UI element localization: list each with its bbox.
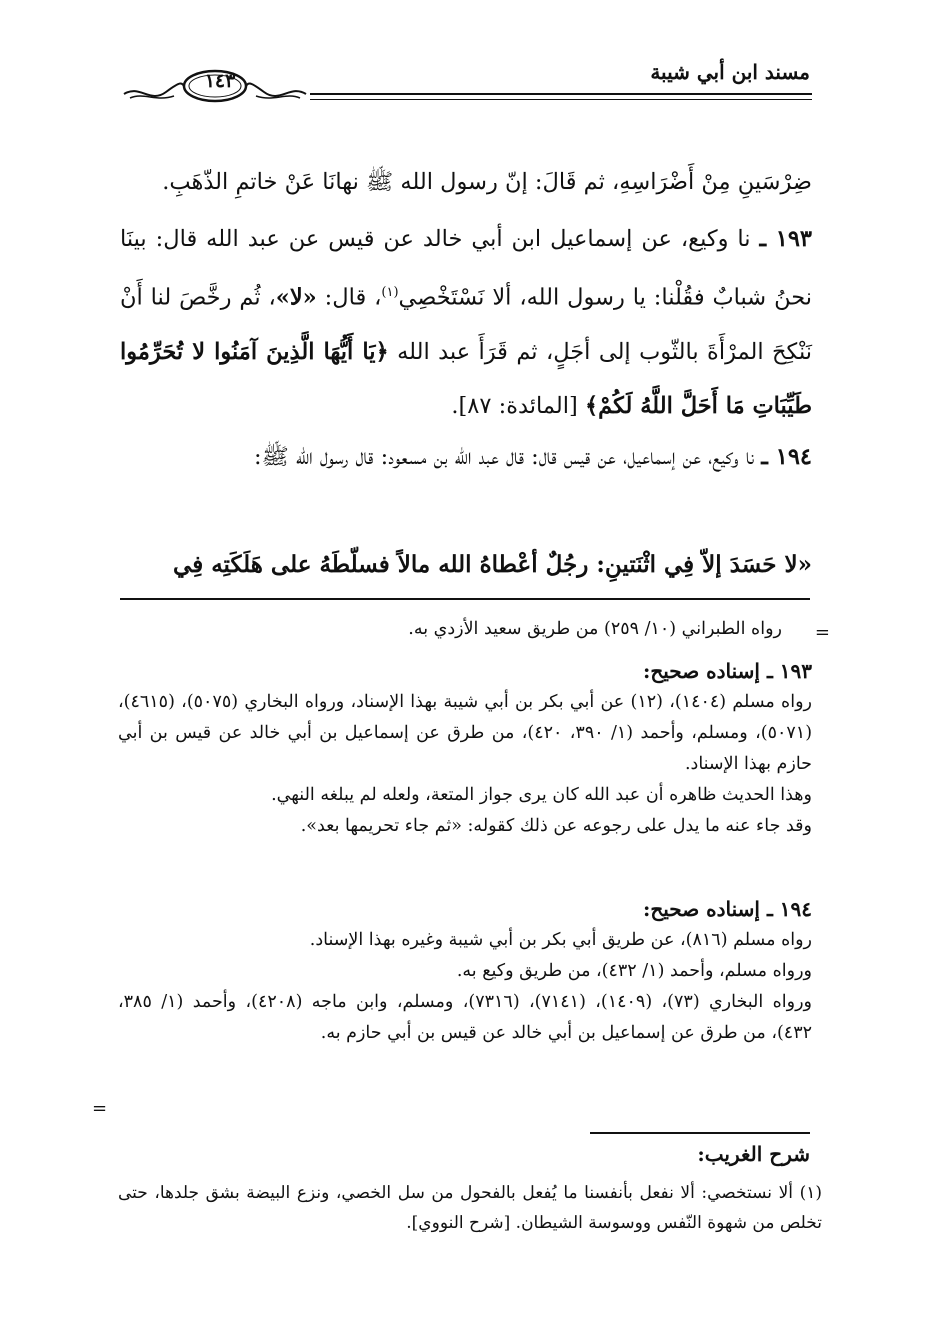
footnote-ref[interactable]: (١)	[381, 285, 399, 300]
gloss-note: (١) ألا نستخصي: ألا نفعل بأنفسنا ما يُفعل بالفحول من سل الخصي، ونزع البيضة بشق جلدها، حتى تخلص من شهوة النّفس ووسوسة الشيطان. [شرح النووي].	[118, 1183, 822, 1233]
hadith-quote: «لا»	[275, 284, 317, 311]
note-line: وهذا الحديث ظاهره أن عبد الله كان يرى جواز المتعة، ولعله لم يبلغه النهي.	[271, 785, 812, 805]
hadith-194-quote: «لا حَسَدَ إلاّ فِي اثْنَتينِ: رجُلٌ أعْطاهُ الله مالاً فسلّطَهُ على هَلَكَتِه فِي	[173, 551, 812, 578]
hadith-text: ، قال:	[324, 284, 382, 311]
page-number: ١٤٣	[204, 70, 236, 92]
footnote-divider	[120, 598, 810, 600]
note-heading: ١٩٤ ـ إسناده صحيح:	[642, 897, 812, 921]
running-title: مسند ابن أبي شيبة	[650, 60, 810, 84]
note-intro: رواه الطبراني (١٠/ ٢٥٩) من طريق سعيد الأزدي به.	[408, 619, 782, 639]
note-line: رواه مسلم (٨١٦)، عن طريق أبي بكر بن أبي شيبة وغيره بهذا الإسناد.	[309, 930, 812, 950]
quran-verse: ﴿يَا أَيُّهَا الَّذِينَ آمَنُوا لا تُحَرِّمُوا طَيِّبَاتِ مَا أَحَلَّ اللَّهُ لَكُمْ﴾	[120, 338, 812, 419]
verse-citation: [المائدة: ٨٧].	[451, 392, 578, 419]
note-line: ورواه البخاري (٧٣)، (١٤٠٩)، (٧١٤١)، (٧٣١٦)، ومسلم، وابن ماجه (٤٢٠٨)، وأحمد (١/ ٣٨٥، ٤٣٢)، من طرق عن إسماعيل بن أبي خالد عن قيس بن أبي حازم به.	[118, 992, 812, 1043]
continuation-line: ضِرْسَينِ مِنْ أَضْرَاسِهِ، ثم قَالَ: إنّ رسول الله ﷺ نهانَا عَنْ خاتمِ الذّهَبِ.	[162, 169, 812, 195]
note-heading: ١٩٣ ـ إسناده صحيح:	[642, 659, 812, 683]
note-line: ورواه مسلم، وأحمد (١/ ٤٣٢)، من طريق وكيع به.	[456, 961, 812, 981]
hadith-text: ، ثُم رخَّصَ لنا أَنْ نَنْكِحَ المرْأَةَ بالثّوب إلى أجَلٍ، ثم قَرَأَ عبد الله	[120, 284, 813, 365]
gloss-heading: شرح الغريب:	[697, 1142, 810, 1166]
note-line: رواه مسلم (١٤٠٤)، (١٢) عن أبي بكر بن أبي شيبة بهذا الإسناد، ورواه البخاري (٥٠٧٥)، (٤٦١٥)، (٥٠٧١)، ومسلم، وأحمد (١/ ٣٩٠، ٤٢٠)، من طرق عن إسماعيل بن أبي خالد عن قيس بن أبي حازم بهذا الإسناد.	[118, 692, 813, 774]
note-193	[118, 656, 812, 842]
continuation-marker: =	[814, 622, 830, 643]
gloss-divider	[590, 1132, 810, 1134]
hadith-text: نا وكيع، عن إسماعيل ابن أبي خالد عن قيس عن عبد الله قال: بينَا نحنُ شبابٌ فقُلْنا: يا رسول الله، ألا نَسْتَخْصِي	[120, 226, 812, 311]
header-rule-thin	[310, 99, 812, 100]
page-end-marker: =	[92, 1098, 108, 1119]
note-194	[118, 894, 812, 1049]
hadith-number: ١٩٣ ـ	[759, 226, 812, 252]
header-rule	[310, 93, 812, 95]
hadith-text: نا وكيع، عن إسماعيل، عن قيس قال: قال عبد الله بن مسعود: قال رسول الله ﷺ:	[254, 444, 755, 470]
hadith-194	[120, 430, 812, 484]
hadith-number: ١٩٤ ـ	[761, 444, 812, 470]
note-line: وقد جاء عنه ما يدل على رجوعه عن ذلك كقوله: «ثم جاء تحريمها بعد».	[300, 816, 812, 836]
hadith-193	[120, 212, 812, 433]
